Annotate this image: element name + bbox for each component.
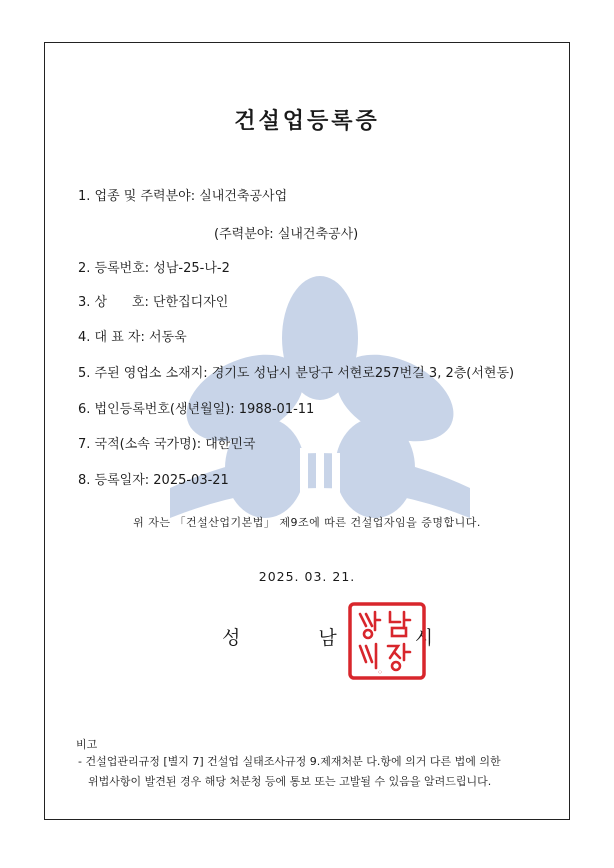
issuer-name: 성 남 시: [222, 627, 470, 649]
item-registration-number: 2. 등록번호: 성남-25-나-2: [78, 261, 230, 276]
note-title: 비고: [76, 738, 98, 751]
page-title: 건설업등록증: [234, 109, 380, 134]
item-registration-date: 8. 등록일자: 2025-03-21: [78, 473, 229, 488]
item-corporate-number: 6. 법인등록번호(생년월일): 1988-01-11: [78, 402, 315, 417]
item-representative: 4. 대 표 자: 서동욱: [78, 330, 187, 345]
note-line-1: - 건설업관리규정 [별지 7] 건설업 실태조사규정 9.제재처분 다.항에 의거 다른 법에 의한: [78, 755, 501, 768]
item-address: 5. 주된 영업소 소재지: 경기도 성남시 분당구 서현로257번길 3, 2층(서현동): [78, 366, 515, 381]
item-business-type: 1. 업종 및 주력분야: 실내건축공사업: [78, 189, 288, 204]
issue-date: 2025. 03. 21.: [258, 569, 356, 584]
official-seal-stamp: [346, 600, 428, 682]
note-line-2: 위법사항이 발견된 경우 해당 처분청 등에 통보 또는 고발될 수 있음을 알려드립니다.: [88, 775, 492, 788]
item-company-name: 3. 상 호: 단한집디자인: [78, 295, 229, 310]
item-nationality: 7. 국적(소속 국가명): 대한민국: [78, 437, 256, 452]
certification-statement: 위 자는 「건설산업기본법」 제9조에 따른 건설업자임을 증명합니다.: [133, 516, 481, 529]
item-main-field: (주력분야: 실내건축공사): [214, 227, 359, 242]
